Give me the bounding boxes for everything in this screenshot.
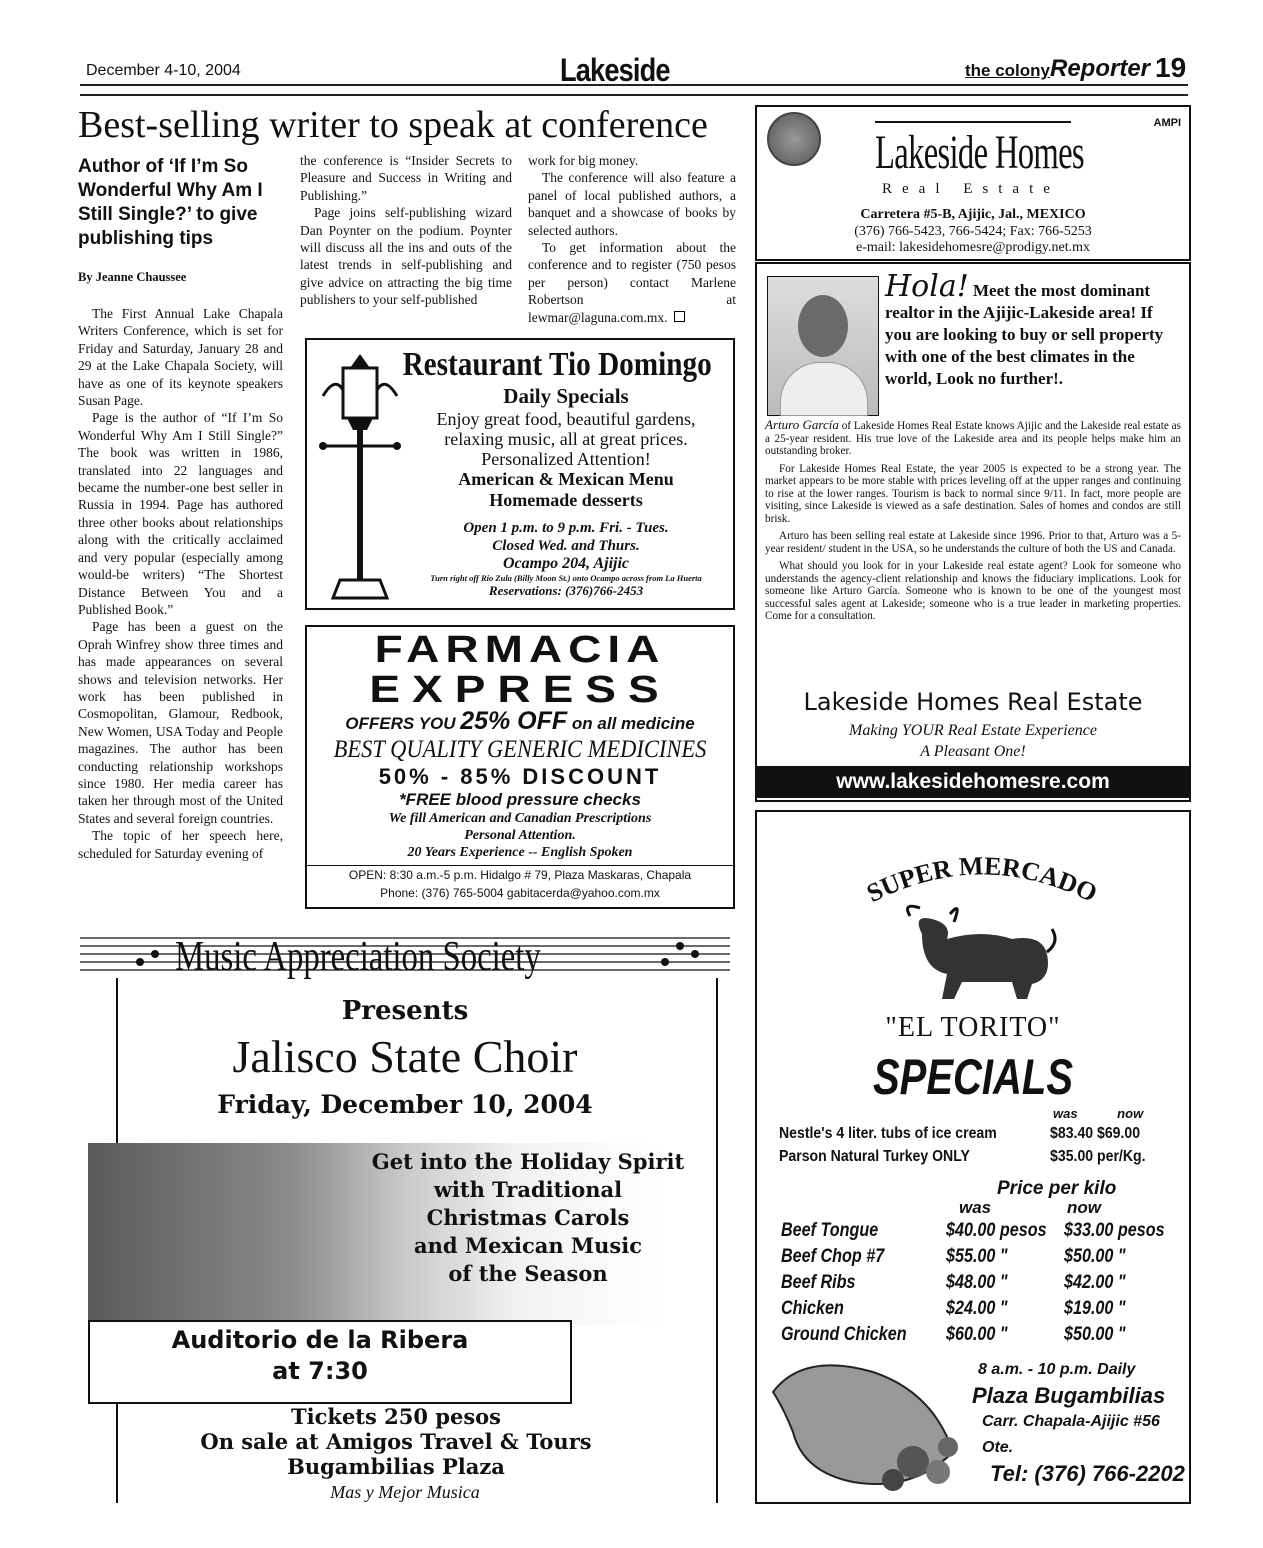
was-now-header-2	[959, 1198, 1101, 1218]
holiday-line: of the Season	[448, 1261, 608, 1286]
slogan	[757, 720, 1189, 762]
slogan-line: Making YOUR Real Estate Experience	[849, 722, 1097, 739]
now-price: $42.00 "	[1064, 1272, 1126, 1293]
offer-line	[307, 707, 733, 736]
ticket-info	[116, 1404, 676, 1479]
intro-text: Meet the most dominant realtor in the Ajijic-Lakeside area! If you are looking to buy or sell property with one of the best climates in the world, Look no further!.	[885, 281, 1164, 388]
holiday-line: with Traditional	[433, 1177, 623, 1202]
motto: Mas y Mejor Musica	[330, 1482, 480, 1502]
intro-block	[885, 269, 1183, 390]
store-info	[972, 1357, 1189, 1487]
contact-bar	[307, 865, 733, 902]
article-column-2	[300, 152, 512, 309]
meat-name: Chicken	[781, 1298, 844, 1319]
table-row	[781, 1244, 1183, 1270]
paragraph: The First Annual Lake Chapala Writers Conference, which is set for Friday and Saturday, January 28 and 29 at the Lake Chapala Society, will have as one of its keynote speakers Susan Page.	[78, 306, 283, 409]
page-number: 19	[1155, 52, 1187, 83]
presents-label: Presents	[341, 996, 469, 1026]
paragraph: Arturo has been selling real estate at Lakeside since 1996. Prior to that, Arturo was a 5-year resident/ student in the USA, so he understands the culture of both the US and Canada.	[765, 530, 1181, 555]
ticket-line: Bugambilias Plaza	[287, 1454, 505, 1479]
reservations-phone: Reservations: (376)766-2453	[488, 583, 644, 598]
item-price: $35.00 per/Kg.	[1050, 1148, 1146, 1165]
now-price: $19.00 "	[1064, 1298, 1126, 1319]
paragraph: the conference is “Insider Secrets to Pleasure and Success in Writing and Publishing.”	[300, 153, 512, 203]
holiday-line: Get into the Holiday Spirit	[371, 1149, 685, 1174]
free-checks: *FREE blood pressure checks	[399, 790, 641, 809]
item-name: Nestle's 4 liter. tubs of ice cream	[779, 1125, 997, 1142]
article-headline: Best-selling writer to speak at conference	[78, 104, 708, 146]
menu-line: American & Mexican Menu	[458, 469, 674, 489]
hours-line: Closed Wed. and Thurs.	[492, 538, 640, 554]
meat-name: Beef Chop #7	[781, 1246, 885, 1267]
footer-company: Lakeside Homes Real Estate	[803, 688, 1143, 716]
meat-name: Ground Chicken	[781, 1324, 907, 1345]
phone-email: Phone: (376) 765-5004 gabitacerda@yahoo.com.mx	[380, 886, 660, 900]
was-price: $48.00 "	[946, 1272, 1008, 1293]
venue	[100, 1325, 540, 1387]
plaza-name: Plaza Bugambilias	[972, 1383, 1166, 1408]
item-price: $83.40 $69.00	[1050, 1125, 1141, 1142]
meat-price-table	[781, 1218, 1183, 1348]
concert-date: Friday, December 10, 2004	[217, 1090, 593, 1119]
super-mercado-title-text: SUPER MERCADO	[862, 851, 1102, 908]
super-mercado-ad	[755, 810, 1191, 1504]
cornucopia-icon	[763, 1352, 973, 1497]
agent-photo	[767, 276, 879, 416]
venue-time: at 7:30	[272, 1357, 368, 1385]
tio-domingo-ad	[305, 338, 735, 610]
promo-line: Enjoy great food, beautiful gardens,	[436, 409, 696, 429]
promo-line: relaxing music, all at great prices.	[444, 429, 688, 449]
paragraph: Page is the author of “If I’m So Wonderful Why Am I Still Single?” The book was written in 1986, translated into 22 languages and became the number-one best seller in Russia in 1994. Page has authored three other books about relationships along with the critically acclaimed and very popular (especially among would-be writers) “The Shortest Distance Between You and a Published Book.”	[78, 410, 283, 617]
list-item	[779, 1145, 1146, 1168]
paragraph: For Lakeside Homes Real Estate, the year 2005 is expected to be a strong year. The market appears to be more stable with prices leveling off at the upper ranges and continuing to rise at the lower ranges. Tourism is back to normal since 9/11. In fact, more people are visiting, since Lakeside is viewed as a safe destination. Sales of homes and condos are still brisk.	[765, 462, 1181, 525]
offer-suffix: on all medicine	[571, 714, 695, 733]
generic-medicines: BEST QUALITY GENERIC MEDICINES	[333, 736, 707, 763]
table-row	[781, 1218, 1183, 1244]
paragraph: Page has been a guest on the Oprah Winfrey show three times and has made appearances on several shows and television networks. Her work has been published in Cosmopolitan, Glamour, Redbook, New Women, USA Today and People magazines. The author has been conducting relationship workshops since 1980. Her media career has taken her through most of the United States and several foreign countries.	[78, 619, 283, 826]
now-price: $50.00 "	[1064, 1324, 1126, 1345]
paragraph: Page joins self-publishing wizard Dan Poynter on the podium. Poynter will discuss all the ins and outs of the latest trends in self-publishing and give advice on attracting the big time publishers to your self-published	[300, 205, 512, 308]
hola-greeting: Hola!	[885, 269, 969, 304]
top-items	[779, 1122, 1146, 1168]
table-row	[781, 1296, 1183, 1322]
paragraph: work for big money.	[528, 153, 639, 168]
store-hours: 8 a.m. - 10 p.m. Daily	[978, 1361, 1136, 1378]
paragraph	[528, 239, 736, 326]
end-mark-icon	[674, 311, 685, 322]
company-name: Lakeside Homes	[875, 126, 1084, 179]
paragraph-text: of Lakeside Homes Real Estate knows Ajijic and the Lakeside real estate as a 25-year resident. His true love of the Lakeside area and its people helps make him an outstanding broker.	[765, 420, 1181, 457]
was-label: was	[959, 1198, 992, 1217]
restaurant-name: Restaurant Tio Domingo	[402, 346, 712, 383]
company-subtitle: Real Estate	[882, 181, 1060, 197]
list-item	[779, 1122, 1141, 1145]
agent-name: Arturo García	[765, 417, 839, 432]
company-seal-icon	[767, 112, 821, 166]
holiday-text	[342, 1148, 714, 1288]
issue-date: December 4-10, 2004	[86, 62, 241, 79]
website-link[interactable]: www.lakesidehomesre.com	[757, 766, 1189, 798]
ampi-logo: AMPI	[1153, 117, 1181, 129]
bull-icon	[892, 894, 1062, 1004]
ticket-line: Tickets 250 pesos	[291, 1404, 501, 1429]
was-now-header: was now	[1053, 1106, 1144, 1121]
was-price: $40.00 pesos	[946, 1220, 1047, 1241]
slogan-line: A Pleasant One!	[920, 743, 1026, 760]
venue-name: Auditorio de la Ribera	[171, 1326, 469, 1354]
street-lamp-icon	[315, 346, 405, 602]
article-deck: Author of ‘If I’m So Wonderful Why Am I Still Single?’ to give publishing tips	[78, 156, 263, 249]
address: Carretera #5-B, Ajijic, Jal., MEXICO	[860, 207, 1086, 222]
now-label: now	[1067, 1198, 1101, 1217]
email: e-mail: lakesidehomesre@prodigy.net.mx	[856, 240, 1090, 255]
brand-name: Reporter	[1050, 55, 1151, 82]
paragraph-text: To get information about the conference and to register (750 pesos per person) contact Marlene Robertson at lewmar@laguna.com.mx.	[528, 240, 736, 325]
photo-shoulders	[780, 362, 868, 416]
opening-hours: OPEN: 8:30 a.m.-5 p.m. Hidalgo # 79, Plaza Maskaras, Chapala	[348, 868, 692, 882]
society-name: Music Appreciation Society	[175, 934, 541, 980]
menu-line: Homemade desserts	[489, 490, 643, 510]
store-phone: Tel: (376) 766-2202	[990, 1461, 1185, 1486]
lakeside-homes-ad	[755, 105, 1191, 261]
promo-line: Personalized Attention!	[481, 449, 651, 469]
agent-bio	[765, 419, 1181, 628]
offer-percent: 25% OFF	[460, 707, 568, 735]
now-price: $33.00 pesos	[1064, 1220, 1165, 1241]
arturo-garcia-ad	[755, 262, 1191, 802]
table-row	[781, 1322, 1183, 1348]
price-per-kilo-label: Price per kilo	[997, 1178, 1117, 1199]
meat-name: Beef Tongue	[781, 1220, 879, 1241]
info-line: 20 Years Experience -- English Spoken	[407, 845, 633, 860]
directions: Turn right off Rio Zula (Billy Moon St.) onto Ocampo across from La Huerta	[430, 573, 702, 583]
was-price: $24.00 "	[946, 1298, 1008, 1319]
now-price: $50.00 "	[1064, 1246, 1126, 1267]
meat-name: Beef Ribs	[781, 1272, 856, 1293]
music-appreciation-ad	[80, 918, 730, 1510]
discount-line: 50% - 85% DISCOUNT	[378, 764, 662, 789]
article-column-1	[78, 305, 283, 862]
header-rule	[80, 84, 1188, 96]
paragraph: The topic of her speech here, scheduled for Saturday evening of	[78, 828, 283, 861]
farmacia-express-ad	[305, 625, 735, 909]
address-line: Ocampo 204, Ajijic	[502, 555, 630, 572]
brand-prefix: the colony	[965, 61, 1051, 80]
info-line: Personal Attention.	[464, 828, 576, 843]
was-price: $55.00 "	[946, 1246, 1008, 1267]
phones: (376) 766-5423, 766-5424; Fax: 766-5253	[854, 223, 1092, 239]
farmacia-title: FARMACIA	[374, 627, 666, 671]
holiday-line: Christmas Carols	[426, 1205, 630, 1230]
section-title: Lakeside	[560, 52, 670, 88]
was-price: $60.00 "	[946, 1324, 1008, 1345]
paragraph: The conference will also feature a panel of local published authors, a banquet and a showcase of books by selected authors.	[528, 170, 736, 238]
article-byline: By Jeanne Chaussee	[78, 270, 187, 284]
specials-title: SPECIALS	[872, 1049, 1074, 1105]
store-name: "EL TORITO"	[885, 1012, 1061, 1043]
article-column-3	[528, 152, 736, 326]
paragraph	[765, 419, 1181, 458]
table-row	[781, 1270, 1183, 1296]
holiday-line: and Mexican Music	[413, 1233, 643, 1258]
hours-line: Open 1 p.m. to 9 p.m. Fri. - Tues.	[463, 520, 669, 536]
choir-name: Jalisco State Choir	[232, 1031, 578, 1082]
item-name: Parson Natural Turkey ONLY	[779, 1148, 970, 1165]
photo-face	[798, 295, 848, 357]
offer-prefix: OFFERS YOU	[345, 714, 456, 733]
ticket-line: On sale at Amigos Travel & Tours	[200, 1429, 592, 1454]
restaurant-subtitle: Daily Specials	[503, 384, 629, 408]
express-title: EXPRESS	[369, 667, 671, 711]
paragraph: What should you look for in your Lakeside real estate agent? Look for someone who understands the agency-client relationship and knows the fiduciary implications. Look for someone like Arturo García. Someone who is known to be one of the youngest most successful sales agent at Lakeside; someone who is a true leader in marketing properties. Come for a consultation.	[765, 560, 1181, 622]
info-line: We fill American and Canadian Prescriptions	[388, 811, 652, 826]
store-address: Carr. Chapala-Ajijic #56 Ote.	[982, 1413, 1160, 1456]
